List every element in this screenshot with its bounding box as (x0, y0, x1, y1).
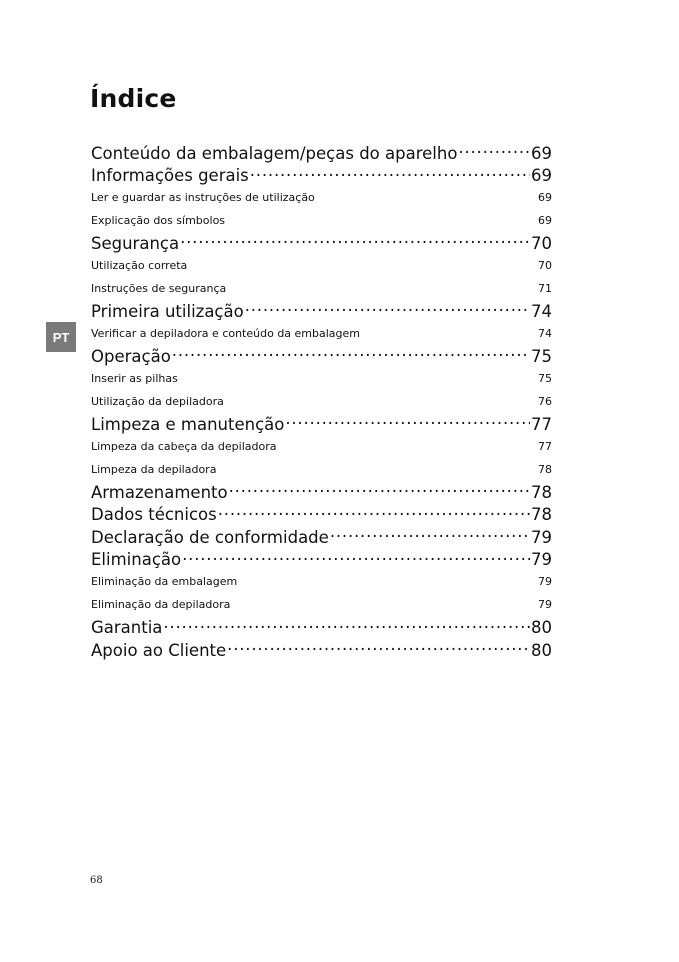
toc-leader-dots (285, 413, 530, 430)
toc-entry[interactable] (91, 526, 552, 549)
toc-entry-page: 78 (538, 462, 552, 476)
toc-entry-page: 71 (538, 281, 552, 295)
toc-entry[interactable] (91, 639, 552, 662)
toc-entry-label: Ler e guardar as instruções de utilização (91, 191, 315, 204)
toc-entry-label: Inserir as pilhas (91, 371, 178, 385)
toc-leader-dots (227, 281, 537, 292)
toc-leader-dots (182, 549, 530, 566)
toc-entry-label: Conteúdo da embalagem/peças do aparelho (91, 143, 458, 163)
toc-subentry[interactable] (91, 436, 552, 459)
toc-entry-page: 76 (538, 394, 552, 408)
toc-leader-dots (361, 326, 537, 337)
toc-entry-label: Instruções de segurança (91, 281, 227, 295)
toc-entry-label: Eliminação da embalagem (91, 575, 238, 589)
toc-leader-dots (231, 597, 537, 608)
toc-entry-label: Apoio ao Cliente (91, 640, 227, 660)
toc-leader-dots (227, 639, 530, 656)
toc-leader-dots (172, 345, 530, 362)
toc-entry-label: Eliminação da depiladora (91, 597, 231, 611)
toc-entry-label: Verificar a depiladora e conteúdo da embalagem (91, 326, 361, 340)
toc-entry-label: Primeira utilização (91, 301, 244, 321)
toc-entry[interactable] (91, 617, 552, 640)
toc-leader-dots (229, 481, 530, 498)
toc-entry-page: 79 (531, 550, 552, 570)
toc-leader-dots (188, 258, 537, 269)
toc-entry[interactable] (91, 345, 552, 368)
toc-leader-dots (245, 300, 530, 317)
toc-subentry[interactable] (91, 278, 552, 301)
toc-entry-page: 77 (538, 439, 552, 453)
toc-leader-dots (226, 213, 537, 224)
toc-entry-label: Limpeza da depiladora (91, 462, 217, 476)
toc-entry-label: Operação (91, 346, 171, 366)
toc-entry-page: 75 (538, 371, 552, 385)
toc-entry-label: Segurança (91, 233, 180, 253)
toc-leader-dots (225, 394, 537, 405)
toc-entry-label: Declaração de conformidade (91, 527, 329, 547)
toc-leader-dots (316, 190, 537, 201)
toc-entry-page: 75 (531, 346, 552, 366)
toc-entry-label: Dados técnicos (91, 505, 217, 525)
page-title: Índice (90, 84, 177, 113)
toc-entry-page: 74 (531, 301, 552, 321)
toc-entry-label: Armazenamento (91, 482, 228, 502)
toc-leader-dots (250, 165, 530, 182)
toc-leader-dots (238, 574, 537, 585)
toc-leader-dots (179, 371, 537, 382)
toc-entry-page: 69 (538, 213, 552, 227)
page-number: 68 (90, 875, 103, 886)
toc-entry-label: Limpeza da cabeça da depiladora (91, 439, 277, 453)
toc-entry-page: 74 (538, 326, 552, 340)
toc-entry-page: 79 (538, 575, 552, 589)
toc-subentry[interactable] (91, 210, 552, 233)
toc-subentry[interactable] (91, 255, 552, 278)
toc-leader-dots (330, 526, 530, 543)
toc-subentry[interactable] (91, 187, 552, 210)
toc-entry-page: 77 (531, 414, 552, 434)
toc-entry[interactable] (91, 300, 552, 323)
toc-subentry[interactable] (91, 391, 552, 414)
toc-entry-label: Eliminação (91, 550, 182, 570)
toc-leader-dots (278, 439, 538, 450)
toc-entry[interactable] (91, 142, 552, 165)
toc-entry-page: 69 (531, 143, 552, 163)
toc-entry-label: Explicação dos símbolos (91, 213, 226, 227)
toc-subentry[interactable] (91, 368, 552, 391)
toc-entry-page: 69 (531, 166, 552, 185)
toc-entry-page: 70 (531, 233, 552, 253)
toc-leader-dots (180, 232, 530, 249)
toc-leader-dots (218, 504, 530, 521)
toc-entry-page: 79 (531, 527, 552, 547)
table-of-contents (91, 142, 552, 662)
toc-entry-page: 69 (538, 191, 552, 204)
toc-entry-label: Limpeza e manutenção (91, 414, 285, 434)
toc-entry-label: Garantia (91, 618, 163, 638)
toc-entry[interactable] (91, 165, 552, 188)
toc-entry[interactable] (91, 504, 552, 527)
toc-entry-page: 79 (538, 597, 552, 611)
toc-entry[interactable] (91, 413, 552, 436)
toc-subentry[interactable] (91, 571, 552, 594)
toc-entry-page: 80 (531, 640, 552, 660)
toc-entry-label: Utilização da depiladora (91, 394, 224, 408)
toc-entry[interactable] (91, 549, 552, 572)
toc-entry[interactable] (91, 481, 552, 504)
toc-entry[interactable] (91, 232, 552, 255)
toc-leader-dots (458, 142, 530, 159)
toc-entry-page: 80 (531, 618, 552, 638)
toc-entry-label: Informações gerais (91, 166, 249, 185)
toc-subentry[interactable] (91, 594, 552, 617)
toc-subentry[interactable] (91, 459, 552, 482)
toc-entry-label: Utilização correta (91, 258, 188, 272)
toc-entry-page: 78 (531, 482, 552, 502)
language-tab: PT (46, 322, 76, 352)
toc-entry-page: 70 (538, 258, 552, 272)
toc-subentry[interactable] (91, 323, 552, 346)
toc-leader-dots (217, 462, 537, 473)
toc-leader-dots (163, 617, 530, 634)
toc-entry-page: 78 (531, 505, 552, 525)
